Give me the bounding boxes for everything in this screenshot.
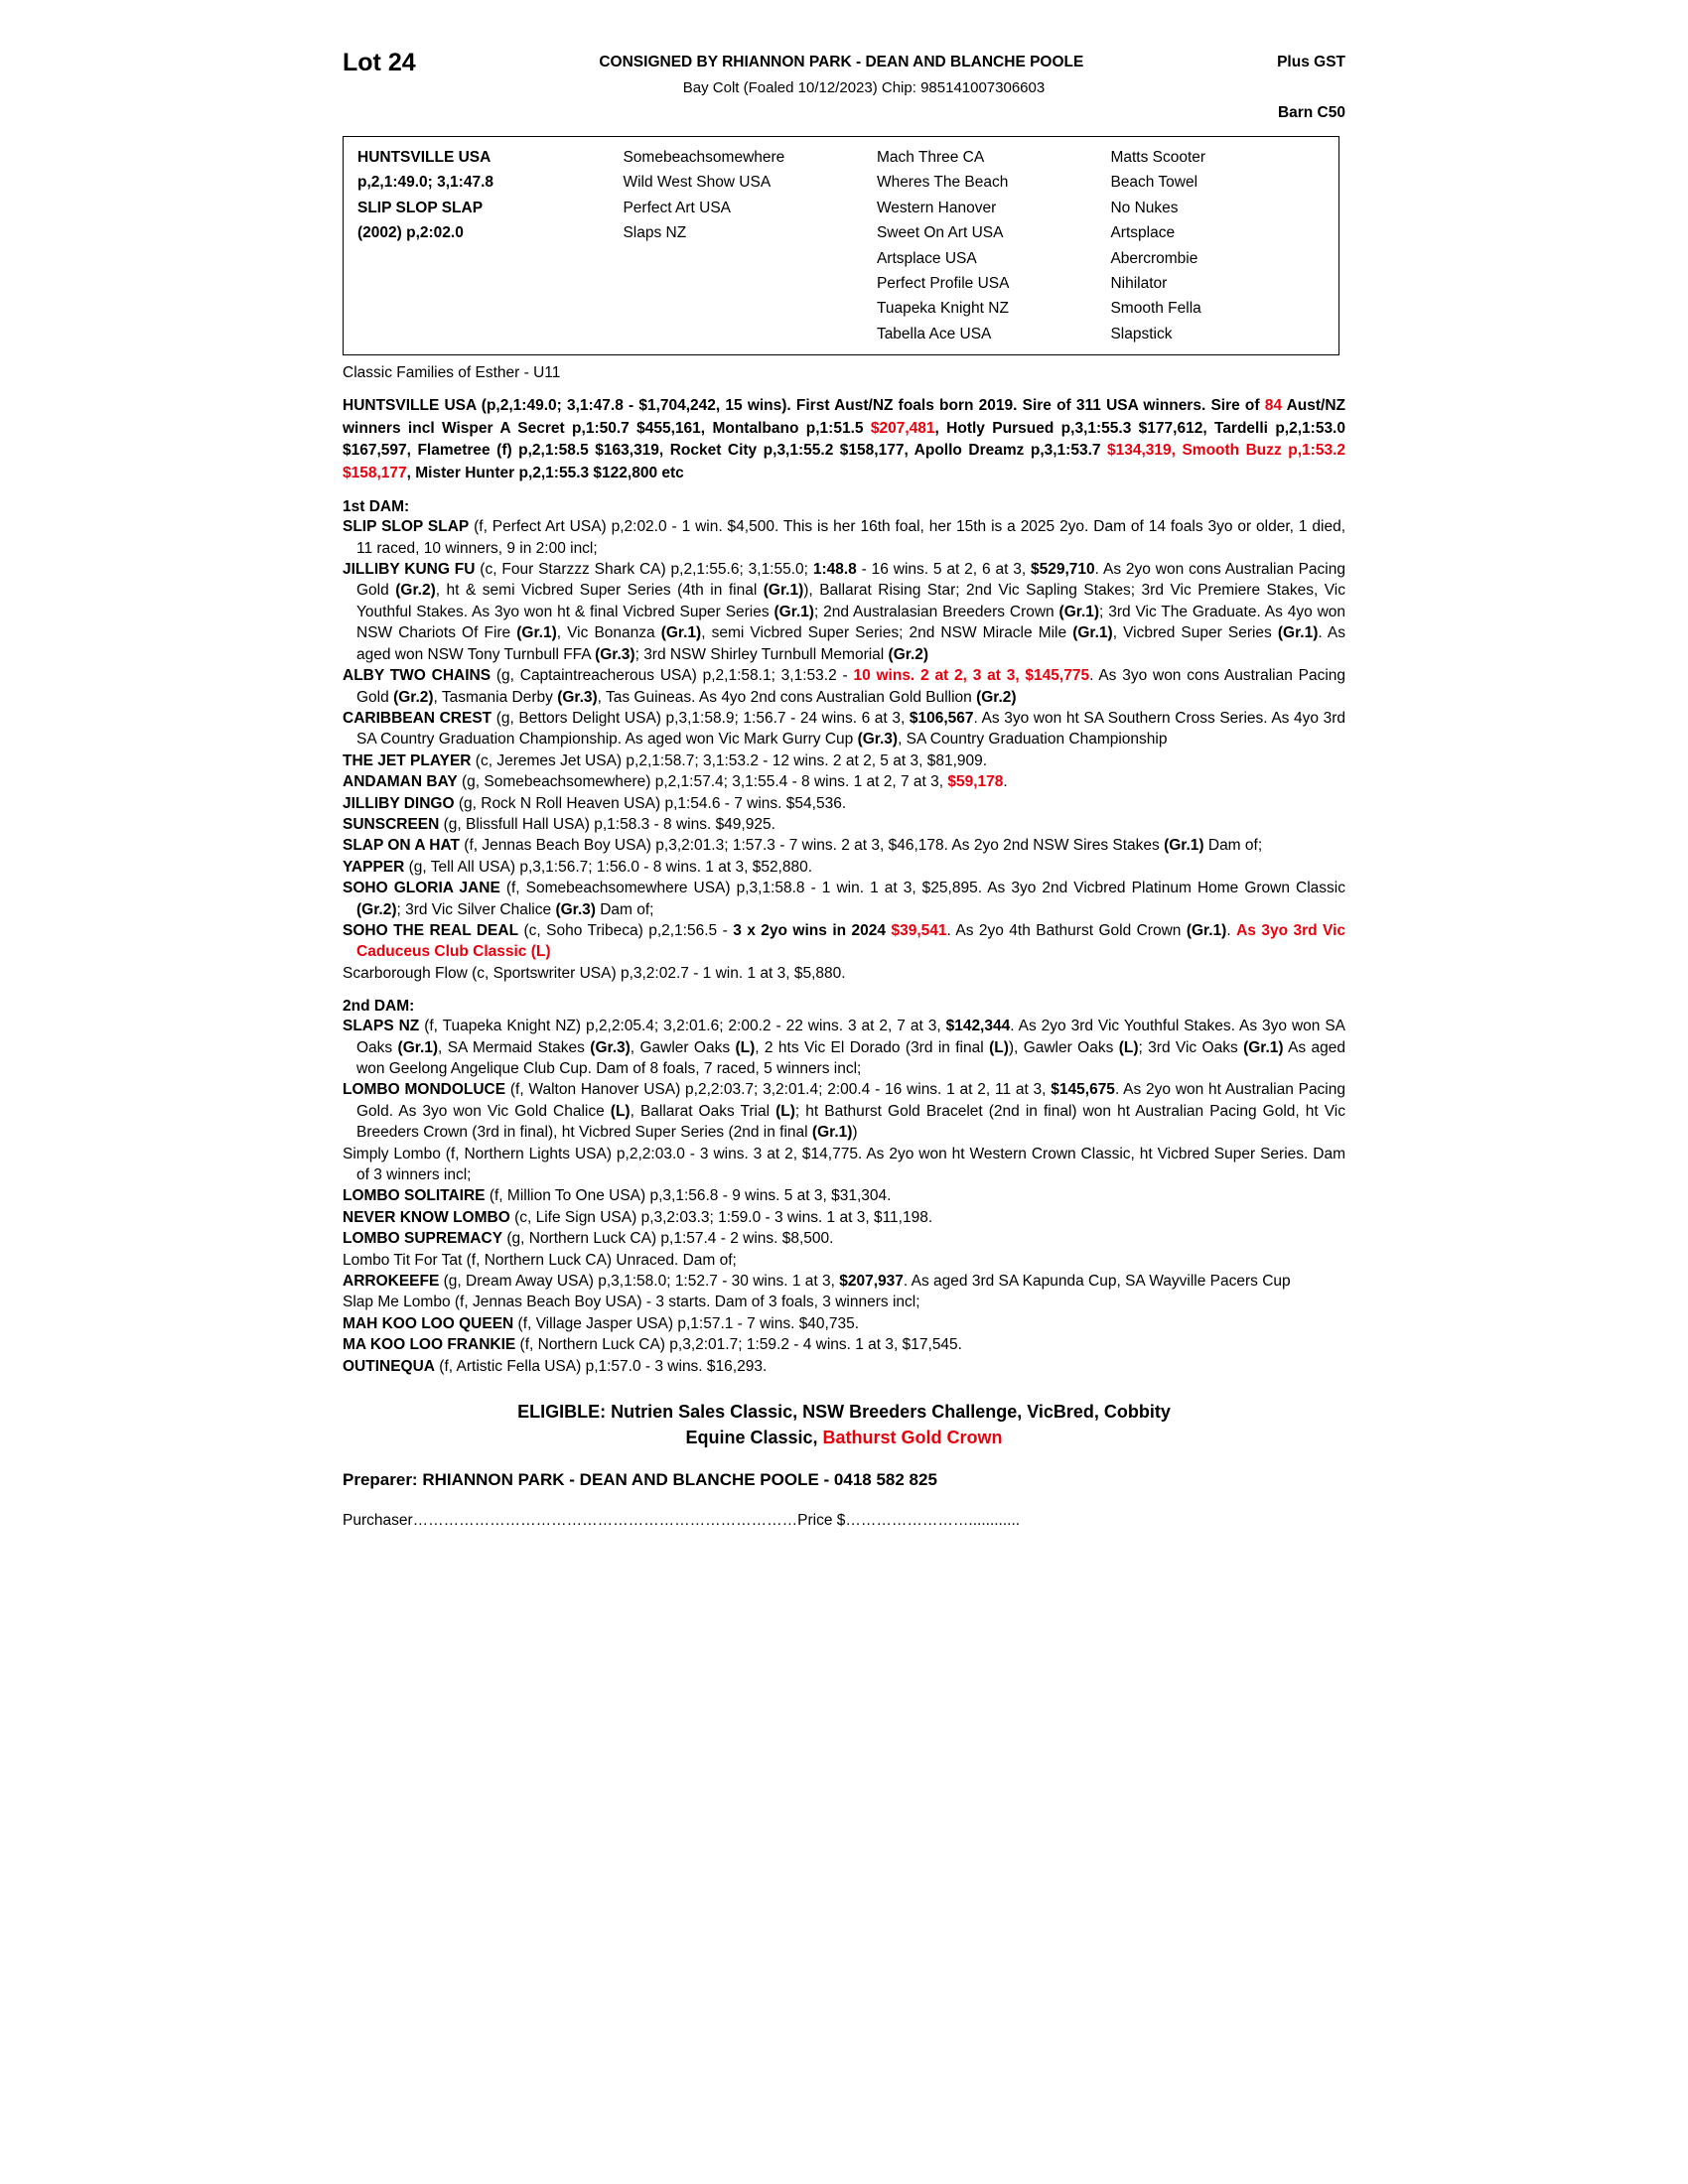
progeny-detail: (f, Jennas Beach Boy USA) - 3 starts. Dam of 3 foals, 3 winners incl; (450, 1294, 920, 1311)
progeny-name: ANDAMAN BAY (343, 773, 458, 791)
progeny-detail-strong: 1:48.8 (812, 561, 857, 579)
eligible-line-1: ELIGIBLE: Nutrien Sales Classic, NSW Breeders Challenge, VicBred, Cobbity (517, 1402, 1171, 1423)
progeny-detail: (f, Village Jasper USA) p,1:57.1 - 7 wins. $40,735. (513, 1314, 860, 1332)
progeny-name: Scarborough Flow (343, 964, 468, 982)
progeny-detail-highlight: $39,541 (891, 921, 947, 939)
progeny-entry (343, 751, 1345, 771)
progeny-entry (343, 835, 1345, 856)
progeny-detail-strong: (Gr.2) (395, 582, 436, 600)
progeny-detail-strong: (Gr.3) (590, 1038, 631, 1056)
progeny-entry (343, 920, 1345, 963)
progeny-detail: . As 2yo won ht Australian Pacing Gold. As 3yo won Vic Gold Chalice (356, 1081, 1345, 1120)
pedigree-cell: Slapstick (1110, 325, 1173, 342)
progeny-detail-strong: $529,710 (1031, 561, 1095, 579)
progeny-detail: ; 3rd Vic The Graduate. As 4yo won NSW Chariots Of Fire (356, 603, 1345, 642)
progeny-name: SOHO GLORIA JANE (343, 880, 500, 897)
pedigree-cell-sire-record: p,2,1:49.0; 3,1:47.8 (357, 174, 493, 192)
progeny-detail: (f, Walton Hanover USA) p,2,2:03.7; 3,2:01.4; 2:00.4 - 16 wins. 1 at 2, 11 at 3, (505, 1081, 1052, 1099)
progeny-name: NEVER KNOW LOMBO (343, 1208, 510, 1226)
progeny-detail-strong: (Gr.1) (763, 582, 804, 600)
pedigree-cell: Slaps NZ (623, 224, 687, 242)
progeny-detail-strong: (Gr.2) (888, 645, 929, 663)
second-dam-progeny-list (343, 1016, 1345, 1377)
pedigree-cell: Artsplace (1110, 224, 1176, 242)
progeny-detail: (g, Captaintreacherous USA) p,2,1:58.1; 3,1:53.2 - (491, 667, 854, 685)
progeny-entry (343, 1207, 1345, 1228)
progeny-detail-strong: $142,344 (945, 1018, 1011, 1035)
progeny-detail: ; 3rd NSW Shirley Turnbull Memorial (634, 645, 889, 663)
progeny-entry (343, 1144, 1345, 1186)
progeny-entry (343, 559, 1345, 665)
progeny-entry (343, 1185, 1345, 1206)
progeny-detail: (f, Tuapeka Knight NZ) p,2,2:05.4; 3,2:01.6; 2:00.2 - 22 wins. 3 at 2, 7 at 3, (419, 1018, 946, 1035)
sire-summary (343, 395, 1345, 484)
progeny-detail: Dam of; (595, 900, 654, 918)
progeny-detail: ), Ballarat Rising Star; 2nd Vic Sapling Stakes; 3rd Vic Premiere Stakes, Vic Youthful Stakes. As 3yo won ht & final Vicbred Super Series (356, 582, 1346, 620)
progeny-name: SUNSCREEN (343, 815, 440, 833)
price-dots: ……………………............ (845, 1512, 1021, 1530)
progeny-detail: , Tasmania Derby (433, 688, 558, 706)
progeny-detail: . (1003, 773, 1008, 791)
progeny-detail-strong: (Gr.3) (555, 900, 596, 918)
progeny-name: OUTINEQUA (343, 1357, 435, 1375)
sire-summary-part: , Hotly Pursued p,3,1:55.3 $177,612, Tardelli p,2,1:53.0 $167,597, Flametree (f) p,2,1:58.5 $163,319, Rocket City p,3,1:55.2 $158,177, Apollo Dreamz p,3,1:53.7 (343, 419, 1345, 460)
first-dam-intro (343, 516, 1345, 559)
consignor-line: CONSIGNED BY RHIANNON PARK - DEAN AND BLANCHE POOLE (599, 54, 1084, 70)
pedigree-cell: Perfect Profile USA (876, 275, 1010, 293)
progeny-name: SOHO THE REAL DEAL (343, 921, 519, 939)
sire-summary-part: , Mister Hunter p,2,1:55.3 $122,800 etc (406, 464, 684, 481)
pedigree-cell: Matts Scooter (1110, 149, 1206, 166)
progeny-name: CARIBBEAN CREST (343, 709, 492, 727)
eligible-block (343, 1399, 1345, 1450)
progeny-detail: (f, Artistic Fella USA) p,1:57.0 - 3 wins. $16,293. (435, 1357, 768, 1375)
pedigree-column-grandparents (623, 145, 876, 346)
progeny-entry (343, 1356, 1345, 1377)
progeny-detail: . As 3yo won cons Australian Pacing Gold (356, 667, 1346, 706)
progeny-entry (343, 771, 1345, 792)
plus-gst-label: Plus GST (1277, 54, 1345, 70)
progeny-detail: (g, Northern Luck CA) p,1:57.4 - 2 wins. $8,500. (502, 1230, 834, 1248)
lot-number: Lot 24 (343, 49, 416, 76)
progeny-name: MA KOO LOO FRANKIE (343, 1336, 516, 1354)
progeny-detail: ), Gawler Oaks (1008, 1038, 1119, 1056)
progeny-detail-strong: (Gr.3) (857, 731, 899, 749)
progeny-entry (343, 1334, 1345, 1355)
page-content (343, 48, 1345, 1530)
progeny-detail: ; 2nd Australasian Breeders Crown (813, 603, 1059, 620)
progeny-detail-strong: (L) (1118, 1038, 1139, 1056)
progeny-detail-strong: (Gr.2) (393, 688, 434, 706)
progeny-detail-strong: 3 x 2yo wins in 2024 (733, 921, 887, 939)
progeny-name: SLAPS NZ (343, 1018, 420, 1035)
preparer-line: Preparer: RHIANNON PARK - DEAN AND BLANCHE POOLE - 0418 582 825 (343, 1470, 937, 1490)
progeny-name: ARROKEEFE (343, 1273, 440, 1291)
eligible-highlight: Bathurst Gold Crown (822, 1428, 1003, 1448)
price-label: Price $ (797, 1512, 846, 1530)
progeny-detail: ) (852, 1124, 858, 1142)
pedigree-cell: Tuapeka Knight NZ (876, 300, 1009, 318)
progeny-detail-strong: $145,675 (1051, 1081, 1115, 1099)
progeny-name: LOMBO SOLITAIRE (343, 1187, 486, 1205)
progeny-entry (343, 963, 1345, 984)
progeny-detail: ; ht Bathurst Gold Bracelet (2nd in final) won ht Australian Pacing Gold, ht Vic Breeders Crown (3rd in final), ht Vicbred Super Series (2nd in final (356, 1102, 1345, 1142)
progeny-name: THE JET PLAYER (343, 751, 472, 769)
header-row (343, 48, 1345, 77)
progeny-detail-highlight: $59,178 (947, 773, 1004, 791)
pedigree-cell-dam-name: SLIP SLOP SLAP (357, 199, 484, 216)
progeny-detail-strong: (Gr.1) (1186, 921, 1227, 939)
progeny-detail-strong: (Gr.1) (397, 1038, 439, 1056)
pedigree-column-great-grandparents (877, 145, 1111, 346)
progeny-detail: (g, Tell All USA) p,3,1:56.7; 1:56.0 - 8 wins. 1 at 3, $52,880. (404, 858, 813, 876)
pedigree-cell: Artsplace USA (876, 249, 977, 267)
progeny-entry (343, 1271, 1345, 1292)
sire-summary-highlight: 84 (1264, 397, 1282, 415)
progeny-detail: . (1226, 921, 1237, 939)
progeny-detail: (f, Northern Luck CA) Unraced. Dam of; (462, 1251, 737, 1269)
progeny-detail-strong: (Gr.1) (811, 1124, 853, 1142)
progeny-name: YAPPER (343, 858, 405, 876)
progeny-detail: (f, Million To One USA) p,3,1:56.8 - 9 wins. 5 at 3, $31,304. (485, 1187, 892, 1205)
progeny-name: ALBY TWO CHAINS (343, 667, 492, 685)
pedigree-cell: Western Hanover (876, 199, 997, 216)
progeny-detail: , Gawler Oaks (630, 1038, 736, 1056)
progeny-detail: (g, Bettors Delight USA) p,3,1:58.9; 1:56.7 - 24 wins. 6 at 3, (492, 709, 910, 727)
progeny-detail: , Vic Bonanza (556, 624, 661, 642)
progeny-detail: , SA Country Graduation Championship (898, 731, 1168, 749)
pedigree-table (343, 136, 1339, 355)
progeny-entry (343, 878, 1345, 920)
progeny-detail: . As 2yo 3rd Vic Youthful Stakes. As 3yo won SA Oaks (356, 1018, 1345, 1056)
progeny-detail-highlight: 10 wins. 2 at 2, 3 at 3, $145,775 (853, 667, 1090, 685)
progeny-detail: (f, Northern Lights USA) p,2,2:03.0 - 3 wins. 3 at 2, $14,775. As 2yo won ht Western Crown Classic, ht Vicbred Super Series. Dam of 3 winners incl; (356, 1145, 1345, 1184)
progeny-detail-highlight: As 3yo 3rd Vic Caduceus Club Classic (L) (356, 921, 1346, 961)
progeny-detail-strong: (Gr.1) (774, 603, 814, 620)
pedigree-cell: Abercrombie (1110, 249, 1198, 267)
progeny-detail: , ht & semi Vicbred Super Series (4th in final (435, 582, 764, 600)
progeny-detail-strong: (L) (775, 1102, 795, 1120)
progeny-detail: , SA Mermaid Stakes (438, 1038, 591, 1056)
progeny-detail: As aged won Geelong Angelique Club Cup. Dam of 8 foals, 7 raced, 5 winners incl; (356, 1038, 1346, 1077)
progeny-detail-strong: (Gr.1) (1243, 1038, 1284, 1056)
progeny-detail: Dam of; (1203, 837, 1263, 855)
progeny-detail: , 2 hts Vic El Dorado (3rd in final (755, 1038, 990, 1056)
progeny-entry (343, 857, 1345, 878)
pedigree-cell: Wild West Show USA (623, 174, 772, 192)
progeny-detail: (g, Dream Away USA) p,3,1:58.0; 1:52.7 - 30 wins. 1 at 3, (439, 1273, 840, 1291)
progeny-name: JILLIBY DINGO (343, 794, 455, 812)
progeny-detail: , Tas Guineas. As 4yo 2nd cons Australian Gold Bullion (597, 688, 977, 706)
sire-summary-highlight: $207,481 (870, 419, 935, 437)
pedigree-cell: Somebeachsomewhere (623, 149, 785, 166)
progeny-detail-strong: (Gr.1) (1058, 603, 1100, 620)
progeny-detail: - 16 wins. 5 at 2, 6 at 3, (856, 561, 1032, 579)
progeny-entry (343, 1228, 1345, 1249)
classic-families-line: Classic Families of Esther - U11 (343, 364, 561, 382)
pedigree-cell: No Nukes (1110, 199, 1179, 216)
progeny-detail: (c, Soho Tribeca) p,2,1:56.5 - (518, 921, 734, 939)
progeny-detail: (c, Jeremes Jet USA) p,2,1:58.7; 3,1:53.2 - 12 wins. 2 at 2, 5 at 3, $81,909. (471, 751, 988, 769)
purchaser-dots: ………………………………………………………………… (412, 1512, 798, 1530)
progeny-detail-strong: (Gr.1) (1164, 837, 1204, 855)
sire-summary-highlight: $134,319, Smooth Buzz p,1:53.2 $158,177 (343, 442, 1345, 481)
progeny-entry (343, 1079, 1345, 1143)
pedigree-cell: Nihilator (1110, 275, 1168, 293)
progeny-detail: . As aged won NSW Tony Turnbull FFA (356, 624, 1345, 663)
progeny-entry (343, 708, 1345, 751)
progeny-entry (343, 1313, 1345, 1334)
sire-summary-part: Aust/NZ winners incl Wisper A Secret p,1:50.7 $455,161, Montalbano p,1:51.5 (343, 397, 1345, 437)
progeny-detail-strong: (Gr.1) (1072, 624, 1113, 642)
pedigree-cell: Smooth Fella (1110, 300, 1201, 318)
purchaser-line (343, 1512, 1345, 1530)
pedigree-cell-sire-name: HUNTSVILLE USA (357, 149, 492, 166)
pedigree-column-fourth-gen (1110, 145, 1338, 346)
progeny-detail-strong: $207,937 (839, 1273, 904, 1291)
progeny-detail: (g, Somebeachsomewhere) p,2,1:57.4; 3,1:55.4 - 8 wins. 1 at 2, 7 at 3, (457, 773, 948, 791)
progeny-detail: (g, Rock N Roll Heaven USA) p,1:54.6 - 7 wins. $54,536. (454, 794, 847, 812)
horse-description: Bay Colt (Foaled 10/12/2023) Chip: 985141007306603 (682, 79, 1046, 96)
pedigree-cell: Perfect Art USA (623, 199, 731, 216)
progeny-detail: . As 3yo won ht SA Southern Cross Series. As 4yo 3rd SA Country Graduation Championship. As aged won Vic Mark Gurry Cup (356, 709, 1345, 749)
progeny-detail: (c, Sportswriter USA) p,3,2:02.7 - 1 win. 1 at 3, $5,880. (467, 964, 846, 982)
progeny-detail-strong: (Gr.2) (356, 900, 397, 918)
progeny-detail: , Ballarat Oaks Trial (630, 1102, 776, 1120)
second-dam-heading: 2nd DAM: (343, 998, 415, 1016)
progeny-detail: . As 2yo won cons Australian Pacing Gold (356, 561, 1345, 600)
progeny-detail-strong: (Gr.1) (516, 624, 557, 642)
pedigree-cell-dam-record: (2002) p,2:02.0 (357, 224, 464, 242)
sire-summary-part: HUNTSVILLE USA (p,2,1:49.0; 3,1:47.8 - $1,704,242, 15 wins). First Aust/NZ foals born 2019. Sire of 311 USA winners. Sire of (343, 397, 1265, 415)
dam-name: SLIP SLOP SLAP (343, 518, 470, 536)
progeny-name: JILLIBY KUNG FU (343, 561, 476, 579)
pedigree-cell: Beach Towel (1110, 174, 1198, 192)
progeny-detail-strong: (L) (989, 1038, 1009, 1056)
progeny-entry (343, 1292, 1345, 1312)
progeny-name: Lombo Tit For Tat (343, 1251, 463, 1269)
progeny-detail: (f, Jennas Beach Boy USA) p,3,2:01.3; 1:57.3 - 7 wins. 2 at 3, $46,178. As 2yo 2nd NSW Sires Stakes (459, 837, 1165, 855)
progeny-name: Simply Lombo (343, 1145, 441, 1162)
progeny-detail: , semi Vicbred Super Series; 2nd NSW Miracle Mile (701, 624, 1073, 642)
progeny-detail: (c, Four Starzzz Shark CA) p,2,1:55.6; 3,1:55.0; (475, 561, 813, 579)
dam-details: (f, Perfect Art USA) p,2:02.0 - 1 win. $4,500. This is her 16th foal, her 15th is a 2025 2yo. Dam of 14 foals 3yo or older, 1 died, 11 raced, 10 winners, 9 in 2:00 incl; (356, 518, 1346, 557)
progeny-detail: . As 2yo 4th Bathurst Gold Crown (946, 921, 1187, 939)
purchaser-label: Purchaser (343, 1512, 413, 1530)
first-dam-heading: 1st DAM: (343, 498, 410, 516)
progeny-entry (343, 1250, 1345, 1271)
progeny-entry (343, 814, 1345, 835)
progeny-entry (343, 1016, 1345, 1079)
progeny-detail-strong: (Gr.2) (976, 688, 1017, 706)
progeny-detail: ; 3rd Vic Oaks (1138, 1038, 1244, 1056)
progeny-detail: (f, Somebeachsomewhere USA) p,3,1:58.8 - 1 win. 1 at 3, $25,895. As 3yo 2nd Vicbred Platinum Home Grown Classic (499, 880, 1345, 897)
progeny-detail: , Vicbred Super Series (1112, 624, 1278, 642)
pedigree-column-sire-dam (344, 145, 623, 346)
progeny-detail: (c, Life Sign USA) p,3,2:03.3; 1:59.0 - 3 wins. 1 at 3, $11,198. (509, 1208, 933, 1226)
progeny-name: LOMBO SUPREMACY (343, 1230, 503, 1248)
progeny-entry (343, 793, 1345, 814)
eligible-line-2-text: Equine Classic, (685, 1428, 823, 1448)
first-dam-progeny-list (343, 559, 1345, 984)
progeny-detail-strong: (Gr.1) (660, 624, 702, 642)
pedigree-cell: Sweet On Art USA (876, 224, 1004, 242)
progeny-detail: . As aged 3rd SA Kapunda Cup, SA Wayville Pacers Cup (903, 1273, 1291, 1291)
progeny-detail-strong: (Gr.1) (1277, 624, 1319, 642)
progeny-detail-strong: (Gr.3) (557, 688, 598, 706)
progeny-detail-strong: (L) (735, 1038, 756, 1056)
progeny-name: MAH KOO LOO QUEEN (343, 1314, 514, 1332)
pedigree-cell: Tabella Ace USA (876, 325, 992, 342)
progeny-name: SLAP ON A HAT (343, 837, 460, 855)
pedigree-cell: Wheres The Beach (876, 174, 1009, 192)
progeny-detail-strong: (L) (610, 1102, 631, 1120)
progeny-name: LOMBO MONDOLUCE (343, 1081, 506, 1099)
pedigree-cell: Mach Three CA (876, 149, 985, 166)
progeny-detail-strong: (Gr.3) (595, 645, 635, 663)
progeny-entry (343, 665, 1345, 708)
eligible-line-2 (343, 1425, 1345, 1450)
progeny-detail-strong: $106,567 (909, 709, 974, 727)
barn-label: Barn C50 (1277, 104, 1345, 121)
progeny-name: Slap Me Lombo (343, 1294, 451, 1311)
progeny-detail: (g, Blissfull Hall USA) p,1:58.3 - 8 wins. $49,925. (439, 815, 775, 833)
progeny-detail: ; 3rd Vic Silver Chalice (396, 900, 556, 918)
progeny-detail: (f, Northern Luck CA) p,3,2:01.7; 1:59.2 - 4 wins. 1 at 3, $17,545. (515, 1336, 962, 1354)
